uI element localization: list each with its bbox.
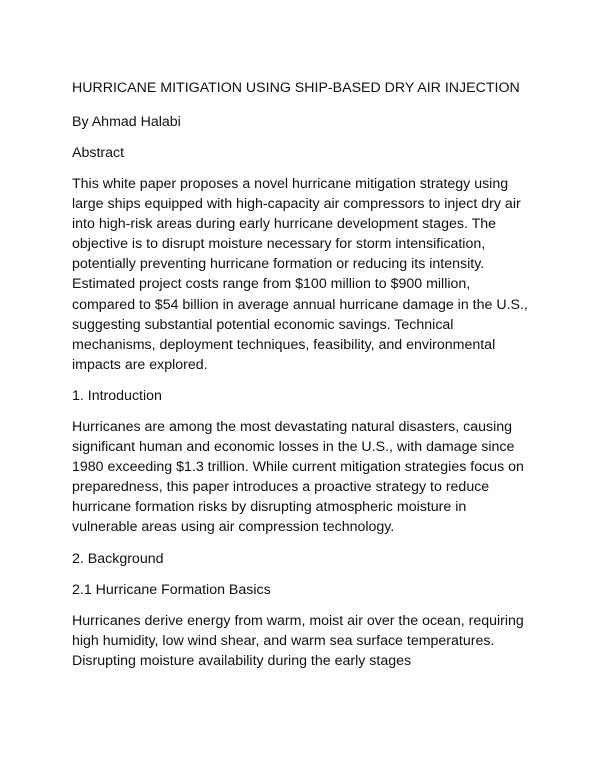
document-page bbox=[72, 78, 532, 682]
abstract-heading: Abstract bbox=[72, 145, 125, 161]
section-1-paragraph: Hurricanes are among the most devastating natural disasters, causing significant human and economic losses in the U.S., with damage since 1980 exceeding $1.3 trillion. While current mitigation strategies focus on preparedness, this paper introduces a proactive strategy to reduce hurricane formation risks by disrupting atmospheric moisture in vulnerable areas using air compression technology. bbox=[72, 418, 524, 536]
document-author: By Ahmad Halabi bbox=[72, 114, 181, 130]
section-1-heading: 1. Introduction bbox=[72, 387, 162, 404]
section-2-1-paragraph: Hurricanes derive energy from warm, moist air over the ocean, requiring high humidity, low wind shear, and warm sea surface temperatures. Disrupting moisture availability during the early stages bbox=[72, 612, 524, 669]
section-2-1-heading: 2.1 Hurricane Formation Basics bbox=[72, 581, 271, 598]
section-2-heading: 2. Background bbox=[72, 550, 164, 567]
document-title: HURRICANE MITIGATION USING SHIP-BASED DRY AIR INJECTION bbox=[72, 80, 520, 96]
abstract-paragraph: This white paper proposes a novel hurricane mitigation strategy using large ships equipped with high-capacity air compressors to inject dry air into high-risk areas during early hurricane development stages. The objective is to disrupt moisture necessary for storm intensification, potentially preventing hurricane formation or reducing its intensity. Estimated project costs range from $100 million to $900 million, compared to $54 billion in average annual hurricane damage in the U.S., suggesting substantial potential economic savings. Technical mechanisms, deployment techniques, feasibility, and environmental impacts are explored. bbox=[72, 176, 528, 373]
